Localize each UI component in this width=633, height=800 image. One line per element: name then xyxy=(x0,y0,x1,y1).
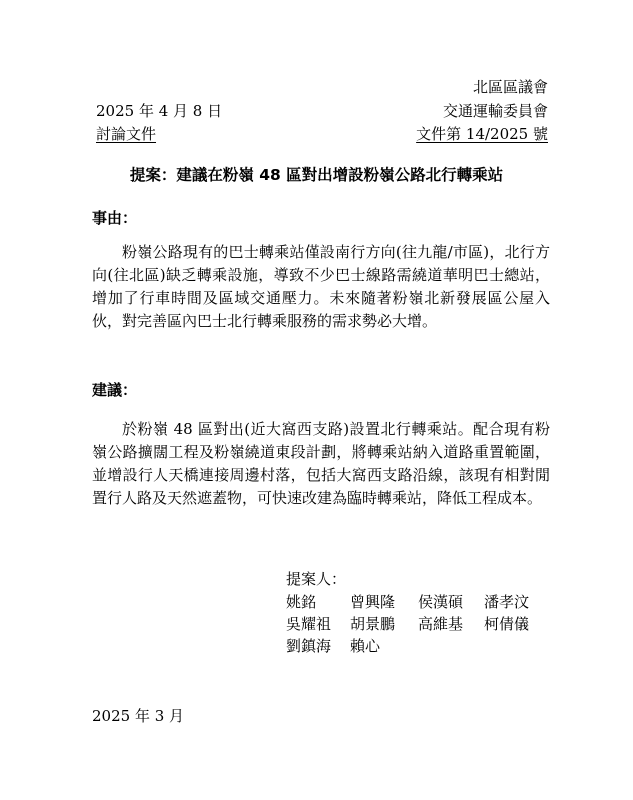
committee-name: 交通運輸委員會 xyxy=(442,102,548,120)
mover-name: 吳耀祖 xyxy=(286,615,332,633)
organization-name: 北區區議會 xyxy=(472,78,548,96)
footer-date: 2025 年 3 月 xyxy=(92,707,185,725)
proposal-paragraph: 於粉嶺 48 區對出(近大窩西支路)設置北行轉乘站。配合現有粉嶺公路擴闊工程及粉嶺繞道東段計劃，將轉乘站納入道路重置範圍，並增設行人天橋連接周邊村落，包括大窩西支路沿線，該現有相對閒置行人路及天然遮蓋物，可快速改建為臨時轉乘站，降低工程成本。 xyxy=(92,420,550,507)
mover-name: 高維基 xyxy=(418,615,464,633)
mover-name: 賴心 xyxy=(350,637,381,655)
movers-row xyxy=(286,591,529,613)
reason-paragraph: 粉嶺公路現有的巴士轉乘站僅設南行方向(往九龍/市區)，北行方向(往北區)缺乏轉乘設施，導致不少巴士線路需繞道華明巴士總站，增加了行車時間及區域交通壓力。未來隨著粉嶺北新發展區公屋入伙，對完善區內巴士北行轉乘服務的需求勢必大增。 xyxy=(92,243,550,330)
movers-row xyxy=(286,613,529,635)
mover-name: 姚銘 xyxy=(286,593,317,611)
mover-name: 潘孝汶 xyxy=(484,593,530,611)
proposal-heading: 建議： xyxy=(92,381,138,399)
movers-row xyxy=(286,635,418,657)
mover-name: 曾興隆 xyxy=(350,593,396,611)
document-type: 討論文件 xyxy=(96,125,157,143)
mover-name: 侯漢碩 xyxy=(418,593,464,611)
mover-name: 胡景鵬 xyxy=(350,615,396,633)
document-number: 文件第 14/2025 號 xyxy=(416,125,548,143)
mover-name: 劉鎮海 xyxy=(286,637,332,655)
reason-heading: 事由： xyxy=(92,209,138,227)
movers-label: 提案人： xyxy=(286,570,347,588)
page-title: 提案：建議在粉嶺 48 區對出增設粉嶺公路北行轉乘站 xyxy=(129,166,504,184)
document-date: 2025 年 4 月 8 日 xyxy=(96,102,223,120)
mover-name: 柯倩儀 xyxy=(484,615,530,633)
